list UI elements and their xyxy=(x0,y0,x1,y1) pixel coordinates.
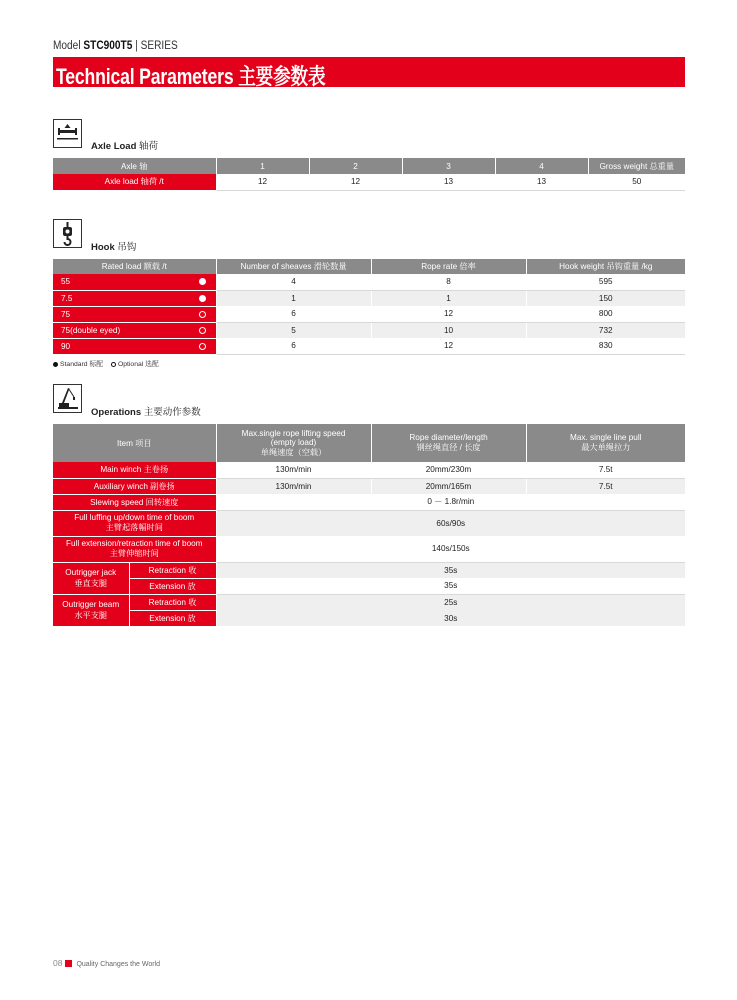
hook-rate: 10 xyxy=(371,322,526,338)
optional-ring-icon xyxy=(111,362,116,367)
axle-load-table xyxy=(53,158,685,191)
hook-weight: 800 xyxy=(526,306,685,322)
axle-load-value: 50 xyxy=(588,174,685,190)
axle-load-value: 13 xyxy=(402,174,495,190)
axle-header-row xyxy=(53,158,685,174)
hook-load-cell: 75 xyxy=(53,306,216,322)
ops-row-extension xyxy=(53,536,685,562)
hook-weight: 830 xyxy=(526,338,685,354)
jack-extension-value: 35s xyxy=(216,578,685,594)
outrigger-beam-label: Outrigger beam 水平支腿 xyxy=(53,594,129,626)
page-footer xyxy=(53,958,160,968)
axle-load-value: 13 xyxy=(495,174,588,190)
hook-sheaves: 6 xyxy=(216,306,371,322)
standard-dot-icon xyxy=(199,278,206,285)
axle-load-label: Axle load 轴荷 /t xyxy=(53,174,216,190)
hook-sheaves: 4 xyxy=(216,274,371,290)
standard-dot-icon xyxy=(199,295,206,302)
standard-dot-icon xyxy=(53,362,58,367)
hook-table xyxy=(53,259,685,355)
ops-row-luffing xyxy=(53,510,685,536)
jack-retraction-label: Retraction 收 xyxy=(129,562,216,578)
main-winch-pull: 7.5t xyxy=(526,462,685,478)
optional-ring-icon xyxy=(199,311,206,318)
hook-header-cell: Number of sheaves 滑轮数量 xyxy=(216,259,371,274)
axle-icon xyxy=(53,119,82,148)
hook-row xyxy=(53,338,685,354)
hook-load-cell: 7.5 xyxy=(53,290,216,306)
jack-extension-label: Extension 放 xyxy=(129,578,216,594)
crane-icon xyxy=(53,384,82,413)
hook-load-cell: 55 xyxy=(53,274,216,290)
jack-retraction-value: 35s xyxy=(216,562,685,578)
hook-sheaves: 6 xyxy=(216,338,371,354)
ops-row-beam-extension xyxy=(53,610,685,626)
ops-header-item: Item 项目 xyxy=(53,424,216,462)
hook-legend xyxy=(53,358,159,368)
page-number: 08 xyxy=(53,958,63,968)
beam-retraction-value: 25s xyxy=(216,594,685,610)
hook-sheaves: 1 xyxy=(216,290,371,306)
slewing-value: 0 － 1.8r/min xyxy=(216,494,685,510)
hook-header-cell: Rated load 额载 /t xyxy=(53,259,216,274)
hook-rate: 12 xyxy=(371,306,526,322)
ops-row-slewing xyxy=(53,494,685,510)
hook-row xyxy=(53,274,685,290)
ops-row-aux-winch xyxy=(53,478,685,494)
brand-square-icon xyxy=(65,960,72,967)
legend-optional: Optional 选配 xyxy=(117,361,159,368)
operations-table xyxy=(53,424,685,627)
hook-sheaves: 5 xyxy=(216,322,371,338)
optional-ring-icon xyxy=(199,343,206,350)
hook-weight: 150 xyxy=(526,290,685,306)
axle-load-value: 12 xyxy=(216,174,309,190)
axle-header-cell: 1 xyxy=(216,158,309,174)
operations-header-row xyxy=(53,424,685,462)
axle-header-cell: Gross weight 总重量 xyxy=(588,158,685,174)
extension-value: 140s/150s xyxy=(216,536,685,562)
axle-header-cell: 4 xyxy=(495,158,588,174)
ops-row-jack-extension xyxy=(53,578,685,594)
hook-icon xyxy=(53,219,82,248)
luffing-label: Full luffing up/down time of boom 主臂起落幅时间 xyxy=(53,510,216,536)
page-title: Technical Parameters 主要参数表 xyxy=(56,64,326,89)
optional-ring-icon xyxy=(199,327,206,334)
hook-row xyxy=(53,306,685,322)
beam-retraction-label: Retraction 收 xyxy=(129,594,216,610)
main-winch-label: Main winch 主卷扬 xyxy=(53,462,216,478)
main-winch-rope: 20mm/230m xyxy=(371,462,526,478)
luffing-value: 60s/90s xyxy=(216,510,685,536)
hook-rate: 1 xyxy=(371,290,526,306)
ops-row-jack-retraction xyxy=(53,562,685,578)
aux-winch-label: Auxiliary winch 副卷扬 xyxy=(53,478,216,494)
legend-standard: Standard 标配 xyxy=(60,361,104,368)
axle-load-row xyxy=(53,174,685,190)
aux-winch-speed: 130m/min xyxy=(216,478,371,494)
model-prefix: Model xyxy=(53,40,84,52)
model-line xyxy=(53,40,178,52)
axle-header-cell: 2 xyxy=(309,158,402,174)
outrigger-jack-label: Outrigger jack 垂直支腿 xyxy=(53,562,129,594)
ops-header-pull: Max. single line pull 最大单绳拉力 xyxy=(526,424,685,462)
hook-row xyxy=(53,322,685,338)
model-name: STC900T5 xyxy=(83,40,133,52)
hook-header-cell: Rope rate 倍率 xyxy=(371,259,526,274)
axle-header-cell: Axle 轴 xyxy=(53,158,216,174)
aux-winch-rope: 20mm/165m xyxy=(371,478,526,494)
axle-load-value: 12 xyxy=(309,174,402,190)
ops-header-speed: Max.single rope lifting speed (empty load) 单绳速度（空载） xyxy=(216,424,371,462)
hook-header-cell: Hook weight 吊钩重量 /kg xyxy=(526,259,685,274)
page-title-bar xyxy=(53,57,685,87)
aux-winch-pull: 7.5t xyxy=(526,478,685,494)
operations-section-title: Operations 主要动作参数 xyxy=(91,407,201,418)
hook-weight: 595 xyxy=(526,274,685,290)
hook-load-cell: 75(double eyed) xyxy=(53,322,216,338)
extension-label: Full extension/retraction time of boom 主臂伸缩时间 xyxy=(53,536,216,562)
ops-row-main-winch xyxy=(53,462,685,478)
hook-rate: 12 xyxy=(371,338,526,354)
beam-extension-label: Extension 放 xyxy=(129,610,216,626)
axle-section-title: Axle Load 轴荷 xyxy=(91,141,159,152)
footer-slogan: Quality Changes the World xyxy=(76,961,160,968)
hook-load-cell: 90 xyxy=(53,338,216,354)
hook-rate: 8 xyxy=(371,274,526,290)
slewing-label: Slewing speed 回转速度 xyxy=(53,494,216,510)
ops-header-rope: Rope diameter/length 钢丝绳直径 / 长度 xyxy=(371,424,526,462)
main-winch-speed: 130m/min xyxy=(216,462,371,478)
hook-section-title: Hook 吊钩 xyxy=(91,242,137,253)
hook-header-row xyxy=(53,259,685,274)
axle-header-cell: 3 xyxy=(402,158,495,174)
model-suffix: | SERIES xyxy=(132,40,178,52)
hook-weight: 732 xyxy=(526,322,685,338)
hook-row xyxy=(53,290,685,306)
ops-row-beam-retraction xyxy=(53,594,685,610)
beam-extension-value: 30s xyxy=(216,610,685,626)
